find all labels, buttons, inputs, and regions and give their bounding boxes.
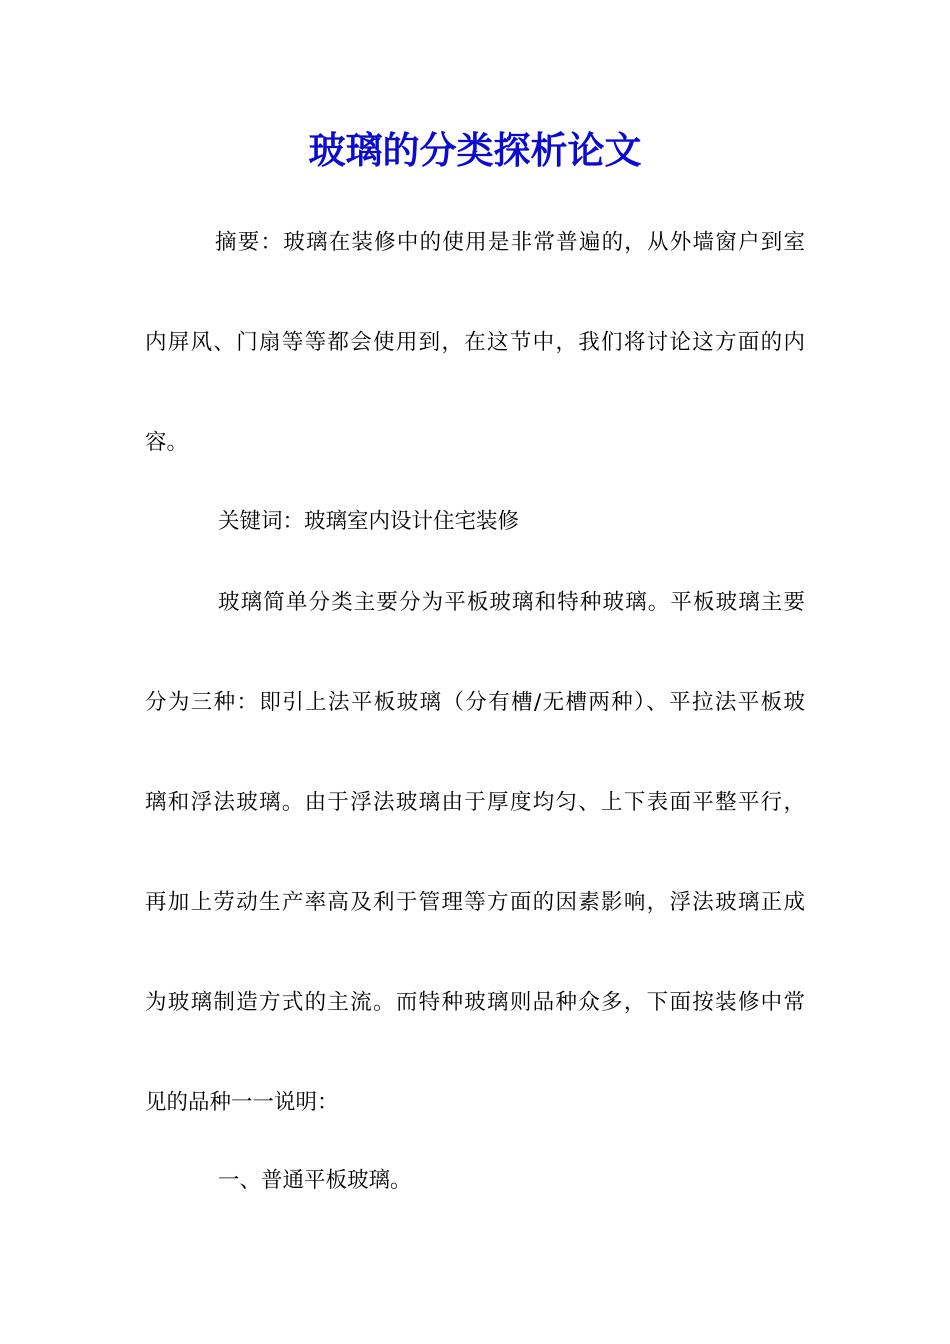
paragraph-line-5: 为玻璃制造方式的主流。而特种玻璃则品种众多，下面按装修中常 xyxy=(145,990,805,1015)
section-heading: 一、普通平板玻璃。 xyxy=(218,1168,412,1193)
paragraph-line-2: 分为三种：即引上法平板玻璃（分有槽/无槽两种）、平拉法平板玻 xyxy=(145,690,805,715)
paragraph-line-1: 玻璃简单分类主要分为平板玻璃和特种玻璃。平板玻璃主要 xyxy=(218,590,805,615)
keywords-line: 关键词：玻璃室内设计住宅装修 xyxy=(218,509,520,534)
abstract-paragraph xyxy=(145,193,805,493)
paragraph-line-6: 见的品种一一说明： xyxy=(145,1090,339,1115)
abstract-line-1: 摘要：玻璃在装修中的使用是非常普遍的，从外墙窗户到室 xyxy=(215,230,805,255)
abstract-line-3: 容。 xyxy=(145,430,189,455)
paragraph-line-4: 再加上劳动生产率高及利于管理等方面的因素影响，浮法玻璃正成 xyxy=(145,890,805,915)
abstract-line-2: 内屏风、门扇等等都会使用到，在这节中，我们将讨论这方面的内 xyxy=(145,330,805,355)
paragraph-line-3: 璃和浮法玻璃。由于浮法玻璃由于厚度均匀、上下表面平整平行， xyxy=(145,790,805,815)
classification-paragraph xyxy=(145,553,805,1153)
document-title: 玻璃的分类探析论文 xyxy=(308,128,642,172)
